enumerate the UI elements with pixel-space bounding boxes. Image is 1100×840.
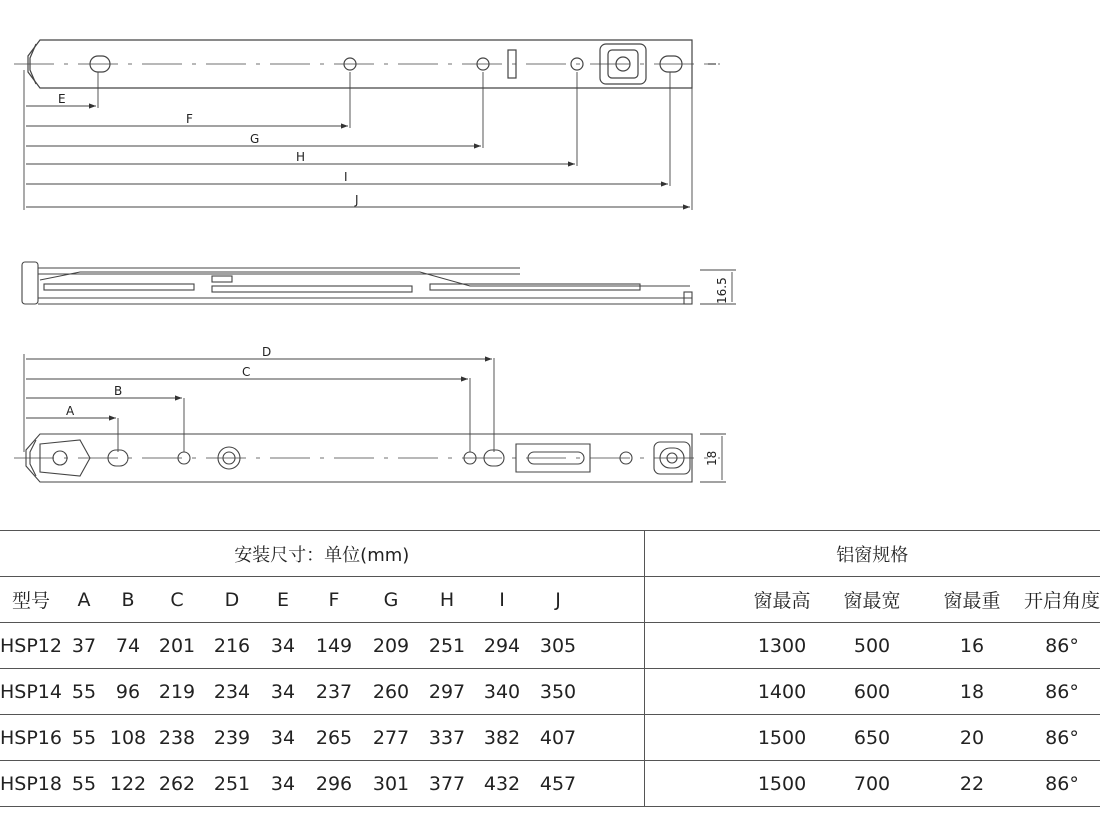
window-cell: 86° — [1024, 761, 1100, 807]
dim-label-g: G — [250, 132, 260, 146]
dim-cell: 251 — [204, 761, 260, 807]
dim-cell: 337 — [420, 715, 474, 761]
column-header: D — [204, 577, 260, 623]
window-cell: 1300 — [740, 623, 824, 669]
model-cell: HSP12 — [0, 623, 62, 669]
table-column-headers — [0, 577, 1100, 623]
dim-cell: 209 — [362, 623, 420, 669]
column-header: G — [362, 577, 420, 623]
dim-cell: 96 — [106, 669, 150, 715]
bottom-view — [14, 434, 720, 482]
dim-label-i: I — [344, 170, 348, 184]
dim-cell: 34 — [260, 761, 306, 807]
dim-label-e: E — [58, 92, 66, 106]
spec-table — [0, 530, 1100, 807]
table-row — [0, 761, 1100, 807]
dim-cell: 296 — [306, 761, 362, 807]
window-cell: 86° — [1024, 715, 1100, 761]
dim-cell: 305 — [530, 623, 586, 669]
dim-cell: 238 — [150, 715, 204, 761]
dim-cell: 251 — [420, 623, 474, 669]
dim-cell: 277 — [362, 715, 420, 761]
table-header-group — [0, 531, 1100, 577]
window-cell: 700 — [824, 761, 920, 807]
column-header: A — [62, 577, 106, 623]
dim-cell: 55 — [62, 669, 106, 715]
column-header: 开启角度 — [1024, 577, 1100, 623]
column-header: F — [306, 577, 362, 623]
dim-cell: 219 — [150, 669, 204, 715]
dim-label-h: H — [296, 150, 306, 164]
dim-cell: 407 — [530, 715, 586, 761]
table-row — [0, 669, 1100, 715]
model-cell: HSP18 — [0, 761, 62, 807]
top-view — [14, 40, 720, 88]
dim-cell: 237 — [306, 669, 362, 715]
window-cell: 86° — [1024, 623, 1100, 669]
dim-cell: 340 — [474, 669, 530, 715]
window-cell: 650 — [824, 715, 920, 761]
window-cell: 86° — [1024, 669, 1100, 715]
dim-cell: 260 — [362, 669, 420, 715]
dim-cell: 201 — [150, 623, 204, 669]
dim-cell: 34 — [260, 669, 306, 715]
column-header: 窗最重 — [920, 577, 1024, 623]
window-cell: 16 — [920, 623, 1024, 669]
table-row — [0, 623, 1100, 669]
install-dims-title: 安装尺寸：单位(mm) — [0, 531, 644, 577]
table-row — [0, 715, 1100, 761]
window-cell: 20 — [920, 715, 1024, 761]
dim-cell: 34 — [260, 715, 306, 761]
dim-cell: 265 — [306, 715, 362, 761]
top-view-dimensions — [24, 70, 692, 210]
dim-cell: 294 — [474, 623, 530, 669]
column-header: C — [150, 577, 204, 623]
column-header: H — [420, 577, 474, 623]
column-header: 窗最高 — [740, 577, 824, 623]
dim-label-a: A — [66, 404, 75, 418]
dim-cell: 37 — [62, 623, 106, 669]
dim-label-j: J — [355, 193, 359, 207]
bottom-view-dimensions — [24, 354, 494, 452]
dim-cell: 55 — [62, 761, 106, 807]
bottom-height-label: 18 — [705, 450, 719, 466]
model-cell: HSP16 — [0, 715, 62, 761]
dim-label-c: C — [242, 365, 251, 379]
column-header: E — [260, 577, 306, 623]
window-cell: 500 — [824, 623, 920, 669]
window-cell: 1500 — [740, 715, 824, 761]
column-header: I — [474, 577, 530, 623]
window-cell: 18 — [920, 669, 1024, 715]
dim-cell: 239 — [204, 715, 260, 761]
window-cell: 1400 — [740, 669, 824, 715]
dim-label-b: B — [114, 384, 123, 398]
dim-cell: 301 — [362, 761, 420, 807]
window-spec-title: 铝窗规格 — [644, 531, 1100, 577]
column-header: J — [530, 577, 586, 623]
column-header: B — [106, 577, 150, 623]
dim-cell: 457 — [530, 761, 586, 807]
dim-label-f: F — [186, 112, 193, 126]
dim-cell: 262 — [150, 761, 204, 807]
dim-cell: 234 — [204, 669, 260, 715]
dim-cell: 382 — [474, 715, 530, 761]
dim-cell: 377 — [420, 761, 474, 807]
dim-cell: 74 — [106, 623, 150, 669]
dim-cell: 108 — [106, 715, 150, 761]
window-cell: 22 — [920, 761, 1024, 807]
dim-cell: 350 — [530, 669, 586, 715]
dim-cell: 55 — [62, 715, 106, 761]
dim-cell: 297 — [420, 669, 474, 715]
dim-label-d: D — [262, 345, 272, 359]
dim-cell: 34 — [260, 623, 306, 669]
side-height-label: 16.5 — [715, 277, 729, 304]
side-view — [22, 262, 692, 304]
dim-cell: 149 — [306, 623, 362, 669]
model-cell: HSP14 — [0, 669, 62, 715]
column-header: 型号 — [0, 577, 62, 623]
dim-cell: 432 — [474, 761, 530, 807]
window-cell: 1500 — [740, 761, 824, 807]
dim-cell: 216 — [204, 623, 260, 669]
column-header: 窗最宽 — [824, 577, 920, 623]
window-cell: 600 — [824, 669, 920, 715]
dim-cell: 122 — [106, 761, 150, 807]
